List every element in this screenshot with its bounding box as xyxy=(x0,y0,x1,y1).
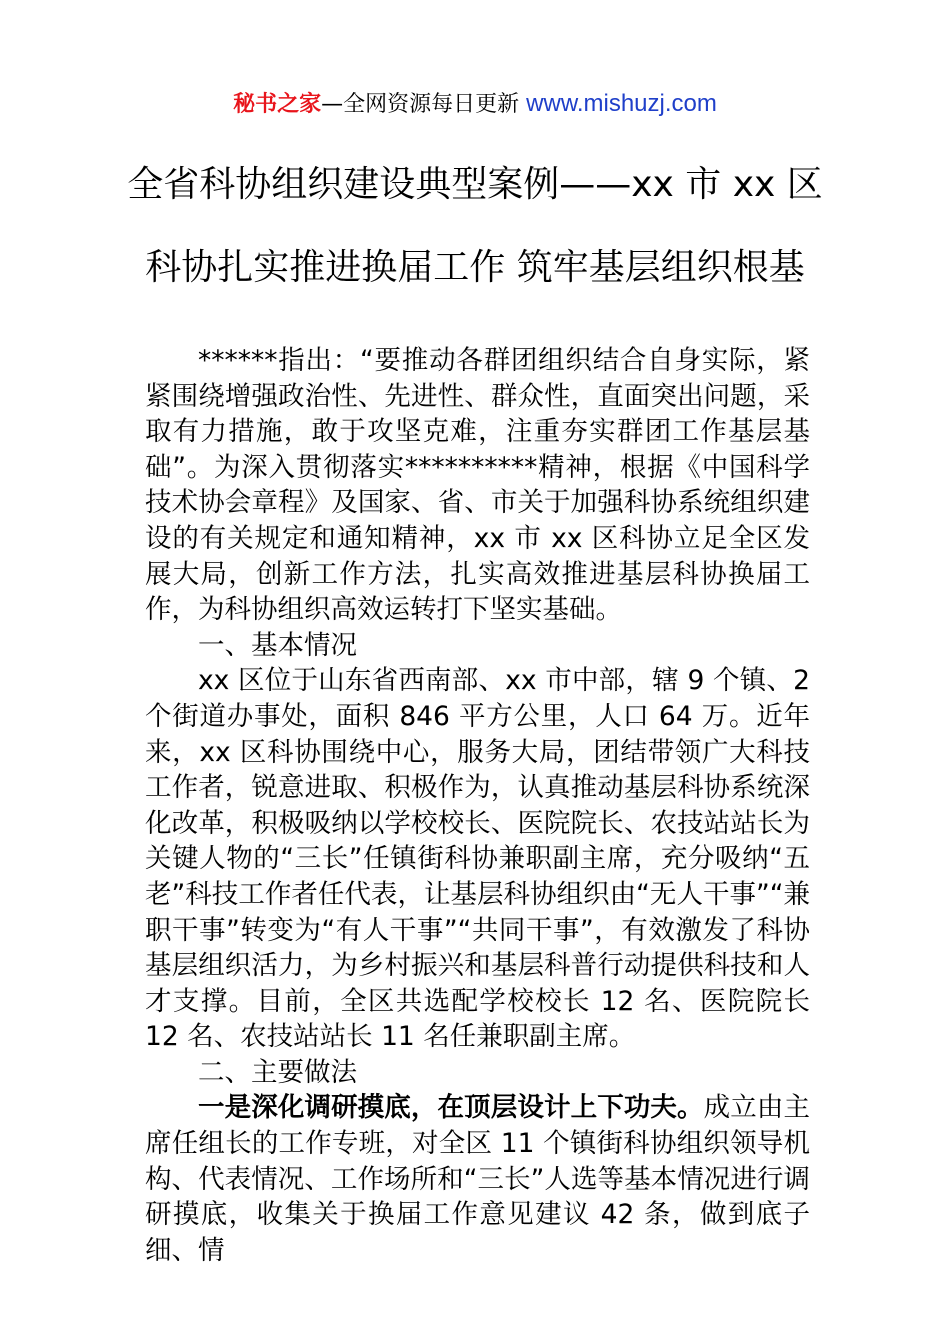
title-line-2: 科协扎实推进换届工作 筑牢基层组织根基 xyxy=(145,247,805,288)
practice-1-text: 成立由主席任组长的工作专班，对全区 11 个镇街科协组织领导机构、代表情况、工作场所和“三长”人选等基本情况进行调研摸底，收集关于换届工作意见建议 42 条，做到底子细、情 xyxy=(145,1092,811,1266)
section-heading-practices: 二、主要做法 xyxy=(198,1056,357,1088)
section-heading-basic: 一、基本情况 xyxy=(198,629,357,661)
site-url-link[interactable]: www.mishuzj.com xyxy=(526,90,717,117)
title-line-1: 全省科协组织建设典型案例——xx 市 xx 区 xyxy=(127,164,823,205)
site-tagline: —全网资源每日更新 xyxy=(321,92,527,117)
site-brand: 秘书之家 xyxy=(233,92,322,117)
site-header xyxy=(0,88,950,121)
document-body xyxy=(145,343,810,1268)
practice-paragraph-1 xyxy=(145,1090,810,1268)
document-title xyxy=(100,160,850,326)
basic-situation-paragraph: xx 区位于山东省西南部、xx 市中部，辖 9 个镇、2 个街道办事处，面积 846 平方公里，人口 64 万。近年来，xx 区科协围绕中心，服务大局，团结带领广大科技工作者，锐意进取、积极作为，认真推动基层科协系统深化改革，积极吸纳以学校校长、医院院长、农技站站长为关键人物的“三长”任镇街科协兼职副主席，充分吸纳“五老”科技工作者任代表，让基层科协组织由“无人干事”“兼职干事”转变为“有人干事”“共同干事”，有效激发了科协基层组织活力，为乡村振兴和基层科普行动提供科技和人才支撑。目前，全区共选配学校校长 12 名、医院院长 12 名、农技站站长 11 名任兼职副主席。 xyxy=(145,665,810,1053)
intro-paragraph: ******指出：“要推动各群团组织结合自身实际，紧紧围绕增强政治性、先进性、群众性，直面突出问题，采取有力措施，敢于攻坚克难，注重夯实群团工作基层基础”。为深入贯彻落实**********精神，根据《中国科学技术协会章程》及国家、省、市关于加强科协系统组织建设的有关规定和通知精神，xx 市 xx 区科协立足全区发展大局，创新工作方法，扎实高效推进基层科协换届工作，为科协组织高效运转打下坚实基础。 xyxy=(145,345,810,626)
practice-1-lead: 一是深化调研摸底，在顶层设计上下功夫。 xyxy=(198,1092,704,1124)
